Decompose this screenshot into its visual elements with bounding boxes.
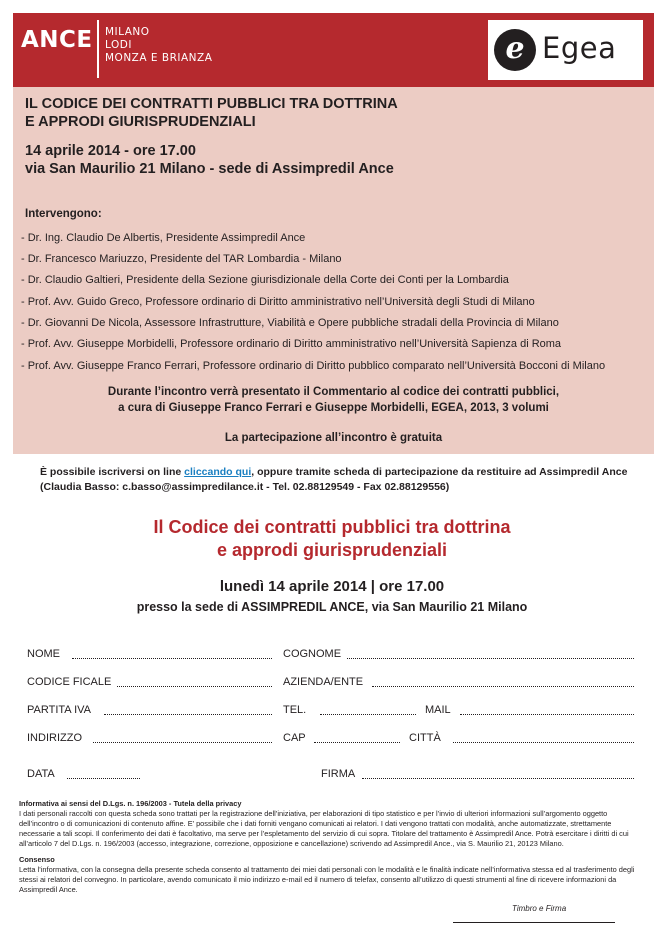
- event-title: [25, 95, 398, 131]
- signature-label: Timbro e Firma: [512, 904, 567, 913]
- place-milano: MILANO: [105, 26, 150, 38]
- azienda-label: AZIENDA/ENTE: [283, 676, 364, 688]
- cap-field[interactable]: [314, 742, 400, 743]
- free-admission-note: La partecipazione all’incontro è gratuita: [224, 432, 443, 444]
- place-monza: MONZA E BRIANZA: [105, 52, 213, 64]
- event-when-where: [25, 142, 394, 178]
- logo-divider: [97, 20, 99, 78]
- mail-label: MAIL: [425, 704, 451, 716]
- egea-e-icon: [494, 29, 536, 71]
- consent-heading: Consenso: [19, 855, 55, 864]
- cognome-label: COGNOME: [283, 648, 342, 660]
- speaker-item: - Dr. Ing. Claudio De Albertis, Presidente Assimpredil Ance: [21, 232, 306, 244]
- indirizzo-label: INDIRIZZO: [27, 732, 82, 744]
- egea-wordmark: Egea: [542, 31, 617, 65]
- privacy-heading: Informativa ai sensi del D.Lgs. n. 196/2003 - Tutela della privacy: [19, 799, 242, 808]
- ance-places: [105, 26, 212, 65]
- form-date: lunedì 14 aprile 2014 | ore 17.00: [219, 578, 445, 595]
- privacy-notice: [19, 799, 647, 895]
- speaker-item: - Prof. Avv. Giuseppe Morbidelli, Professore ordinario di Diritto amministrativo nell’Università Sapienza di Roma: [21, 338, 562, 350]
- codice-fiscale-field[interactable]: [117, 686, 272, 687]
- speaker-item: - Prof. Avv. Guido Greco, Professore ordinario di Diritto amministrativo nell’Università degli Studi di Milano: [21, 296, 535, 308]
- egea-mark-letter: e: [505, 31, 525, 66]
- nome-label: NOME: [27, 648, 60, 660]
- header-banner: [13, 13, 654, 87]
- presentation-note: [13, 384, 654, 416]
- tel-label: TEL.: [283, 704, 307, 716]
- event-venue: via San Maurilio 21 Milano - sede di Assimpredil Ance: [25, 161, 394, 177]
- ance-logo: ANCE: [21, 27, 93, 53]
- data-label: DATA: [27, 768, 55, 780]
- event-datetime: 14 aprile 2014 - ore 17.00: [25, 143, 196, 159]
- egea-logo: [488, 20, 643, 80]
- registration-text-after: , oppure tramite scheda di partecipazione da restituire ad Assimpredil Ance (Claudia Basso: c.basso@assimpredilance.it - Tel. 02.88129549 - Fax 02.88129556): [40, 466, 628, 493]
- firma-label: FIRMA: [321, 768, 356, 780]
- signature-line[interactable]: [453, 922, 615, 923]
- speakers-heading: Intervengono:: [25, 208, 102, 220]
- nome-field[interactable]: [72, 658, 272, 659]
- cognome-field[interactable]: [347, 658, 634, 659]
- tel-field[interactable]: [320, 714, 416, 715]
- mail-field[interactable]: [460, 714, 634, 715]
- presentation-line-1: Durante l’incontro verrà presentato il Commentario al codice dei contratti pubblici,: [107, 386, 560, 398]
- form-title: [0, 516, 664, 562]
- citta-label: CITTÀ: [409, 732, 441, 744]
- codice-fiscale-label: CODICE FICALE: [27, 676, 112, 688]
- speaker-item: - Dr. Giovanni De Nicola, Assessore Infrastrutture, Viabilità e Opere pubbliche stradali della Provincia di Milano: [21, 317, 559, 329]
- register-online-link[interactable]: cliccando qui: [184, 466, 252, 478]
- firma-field[interactable]: [362, 778, 634, 779]
- registration-text-before: È possibile iscriversi on line: [40, 466, 185, 478]
- event-info-panel: [13, 87, 654, 454]
- event-title-line-1: IL CODICE DEI CONTRATTI PUBBLICI TRA DOTTRINA: [25, 96, 398, 112]
- privacy-text: I dati personali raccolti con questa scheda sono trattati per la registrazione dell’iniziativa, per elaborazioni di tipo statistico e per l’invio di ulteriori informazioni sull’argomento oggetto dell’incontro o di comunicazioni di contenuto affine. E’ possibile che i dati forniti vengano comunicati ai relatori. I dati vengono trattati con modalità, anche automatizzate, strettamente necessarie a tali scopi. Il conferimento dei dati è facoltativo, ma serve per l’espletamento del servizio di cui sopra. Titolare del trattamento è Assimpredil Ance. Potrà esercitare i diritti di cui all’articolo 7 del D.Lgs. n. 196/2003 (accesso, integrazione, correzione, opposizione e cancellazione) scrivendo ad Assimpredil Ance., via S. Maurilio 21, 20123 Milano.: [19, 809, 629, 848]
- registration-note: [40, 465, 630, 495]
- form-venue: presso la sede di ASSIMPREDIL ANCE, via San Maurilio 21 Milano: [136, 600, 528, 614]
- citta-field[interactable]: [453, 742, 634, 743]
- indirizzo-field[interactable]: [93, 742, 272, 743]
- azienda-field[interactable]: [372, 686, 634, 687]
- place-lodi: LODI: [105, 39, 132, 51]
- partita-iva-label: PARTITA IVA: [27, 704, 91, 716]
- form-title-line-2: e approdi giurisprudenziali: [216, 540, 448, 560]
- consent-text: Letta l’informativa, con la consegna della presente scheda consento al trattamento dei miei dati personali con le modalità e le finalità indicate nell’informativa stessa ed al trasferimento degli stessi ai relatori del convegno. In particolare, avendo comunicato il mio indirizzo e-mail ed il numero di telefax, consento all’utilizzo di questi strumenti al fine di ricevere informazioni da Assimpredil Ance.: [19, 865, 635, 894]
- partita-iva-field[interactable]: [104, 714, 272, 715]
- speaker-item: - Dr. Francesco Mariuzzo, Presidente del TAR Lombardia - Milano: [21, 253, 342, 265]
- event-title-line-2: E APPRODI GIURISPRUDENZIALI: [25, 114, 256, 130]
- form-title-line-1: Il Codice dei contratti pubblici tra dottrina: [153, 517, 511, 537]
- data-field[interactable]: [67, 778, 140, 779]
- presentation-line-2: a cura di Giuseppe Franco Ferrari e Giuseppe Morbidelli, EGEA, 2013, 3 volumi: [118, 402, 549, 414]
- cap-label: CAP: [283, 732, 306, 744]
- speaker-item: - Dr. Claudio Galtieri, Presidente della Sezione giurisdizionale della Corte dei Conti per la Lombardia: [21, 274, 509, 286]
- speaker-item: - Prof. Avv. Giuseppe Franco Ferrari, Professore ordinario di Diritto pubblico comparato nell’Università Bocconi di Milano: [21, 360, 606, 372]
